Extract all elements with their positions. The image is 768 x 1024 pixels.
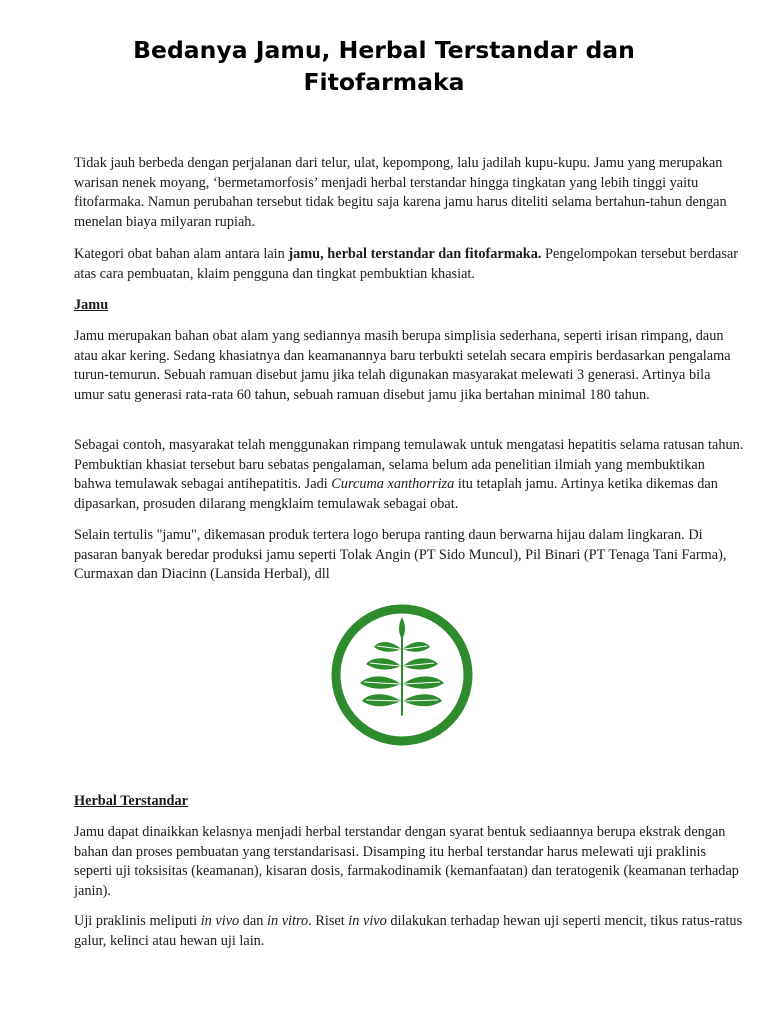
logo-top-bud <box>399 617 405 639</box>
section-heading-jamu: Jamu <box>74 297 109 313</box>
intro-p2-bold: jamu, herbal terstandar dan fitofarmaka. <box>288 246 542 262</box>
title-line-2: Fitofarmaka <box>303 68 465 96</box>
logo-stem <box>401 631 403 716</box>
herbal-p2-c: dan <box>239 913 267 929</box>
herbal-p2-in-vivo: in vivo <box>200 913 240 929</box>
jamu-p2-italic: Curcuma xanthorriza <box>331 476 455 492</box>
jamu-p2-end: itu tetaplah jamu. Artinya ketika dikemas dan dipasarkan, prosuden dilarang mengklaim temulawak sebagai obat. <box>74 476 718 512</box>
jamu-paragraph-2 <box>74 436 744 514</box>
herbal-p2-in-vitro: in vitro <box>267 913 309 929</box>
jamu-paragraph-3: Selain tertulis "jamu", dikemasan produk tertera logo berupa ranting daun berwarna hijau dalam lingkaran. Di pasaran banyak beredar produksi jamu seperti Tolak Angin (PT Sido Muncul), Pil Binari (PT Tenaga Tani Farma), Curmaxan dan Diacinn (Lansida Herbal), dll <box>74 527 727 582</box>
jamu-p2-start: Sebagai contoh, masyarakat telah menggunakan rimpang temulawak untuk mengatasi hepatitis selama ratusan tahun. Pembuktian khasiat tersebut baru sebatas pengalaman, selama belum ada penelitian ilmiah yang membuktikan bahwa temulawak sebagai antihepatitis. Jadi <box>74 437 744 492</box>
intro-p2-start: Kategori obat bahan alam antara lain <box>74 246 289 262</box>
page-title <box>0 34 768 98</box>
section-heading-herbal-terstandar: Herbal Terstandar <box>74 793 188 809</box>
title-line-1: Bedanya Jamu, Herbal Terstandar dan <box>133 36 635 64</box>
intro-p2-end: Pengelompokan tersebut berdasar atas cara pembuatan, klaim pengguna dan tingkat pembuktian khasiat. <box>74 246 738 282</box>
intro-paragraph-1: Tidak jauh berbeda dengan perjalanan dari telur, ulat, kepompong, lalu jadilah kupu-kupu. Jamu yang merupakan warisan nenek moyang, ‘bermetamorfosis’ menjadi herbal terstandar hingga tingkatan yang lebih tinggi yaitu fitofarmaka. Namun perubahan tersebut tidak begitu saja karena jamu harus diteliti selama bertahun-tahun dengan menelan biaya milyaran rupiah. <box>74 155 727 230</box>
jamu-paragraph-1: Jamu merupakan bahan obat alam yang sediannya masih berupa simplisia sederhana, seperti irisan rimpang, daun atau akar kering. Sedang khasiatnya dan keamanannya baru terbukti setelah secara empiris berdasarkan pengalama turun-temurun. Sebuah ramuan disebut jamu jika telah digunakan masyarakat melewati 3 generasi. Artinya bila umur satu generasi rata-rata 60 tahun, sebuah ramuan disebut jamu jika bertahan minimal 180 tahun. <box>74 328 731 403</box>
herbal-p2-a: Uji praklinis meliputi <box>74 913 201 929</box>
intro-paragraph-2 <box>74 245 744 284</box>
herbal-paragraph-2 <box>74 912 744 951</box>
jamu-logo-icon <box>330 603 474 747</box>
herbal-paragraph-1: Jamu dapat dinaikkan kelasnya menjadi herbal terstandar dengan syarat bentuk sediaannya berupa ekstrak dengan bahan dan proses pembuatan yang terstandarisasi. Disamping itu herbal terstandar harus melewati uji praklinis seperti uji toksisitas (keamanan), kisaran dosis, farmakodinamik (kemanfaatan) dan teratogenik (keamanan terhadap janin). <box>74 824 739 899</box>
herbal-p2-g: dilakukan terhadap hewan uji seperti mencit, tikus ratus-ratus galur, kelinci atau hewan uji lain. <box>74 913 743 949</box>
herbal-p2-in-vivo-2: in vivo <box>348 913 387 929</box>
herbal-p2-e: . Riset <box>308 913 349 929</box>
